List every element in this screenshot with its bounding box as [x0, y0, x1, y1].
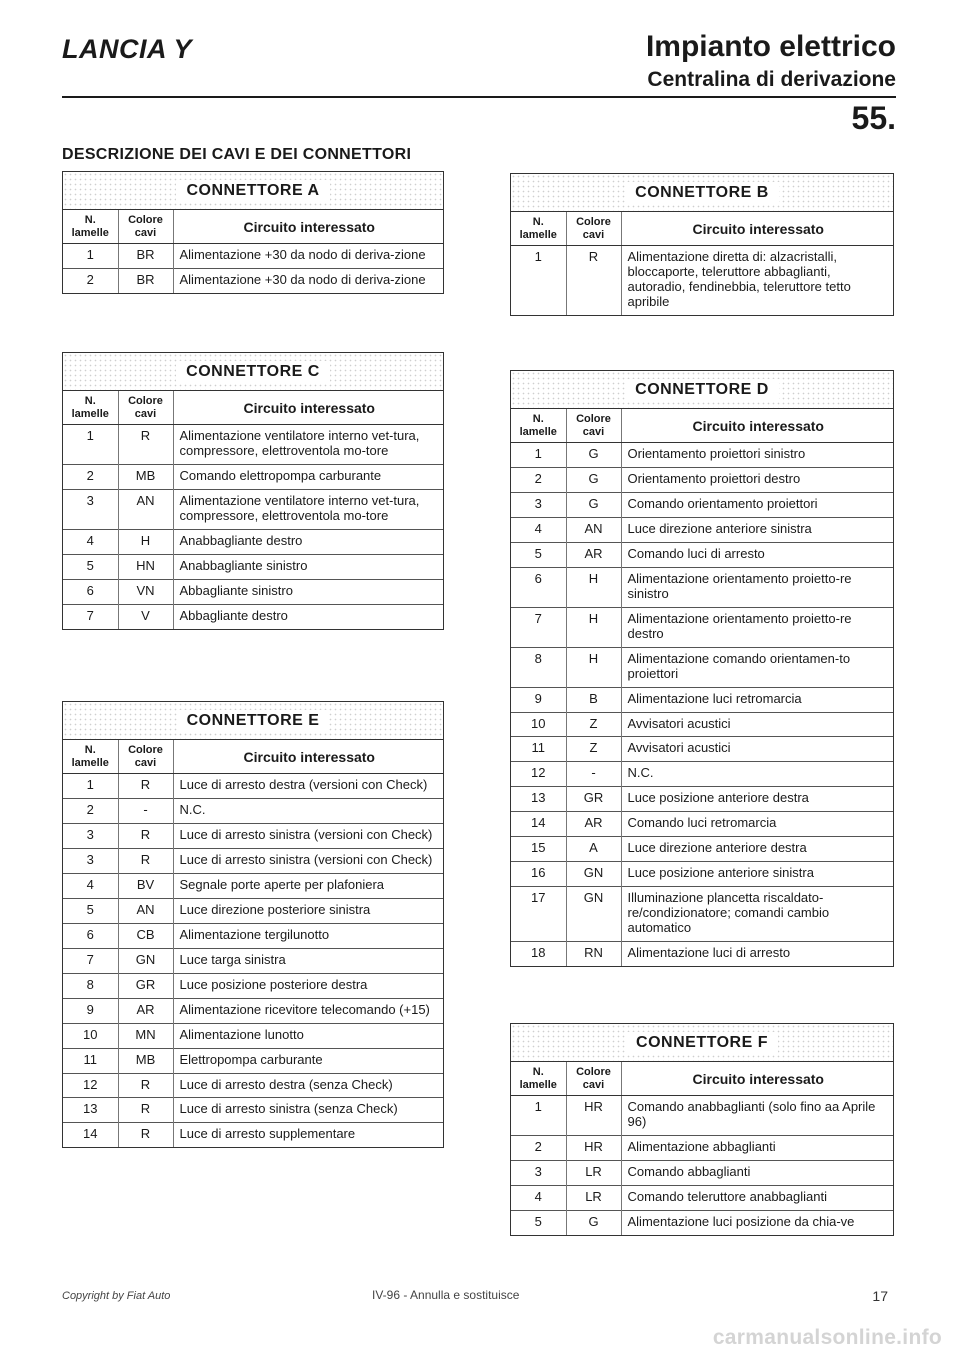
table-row — [63, 529, 443, 554]
table-row — [63, 824, 443, 849]
lamella-number: 2 — [63, 465, 118, 490]
lamella-number: 4 — [511, 518, 566, 543]
circuit-description: Alimentazione +30 da nodo di deriva-zione — [173, 269, 443, 293]
wiring-table — [63, 391, 443, 629]
lamella-number: 5 — [63, 554, 118, 579]
table-row — [511, 1186, 893, 1211]
wire-color: R — [118, 774, 173, 799]
lamella-number: 9 — [63, 998, 118, 1023]
table-header-row — [511, 409, 893, 443]
table-row — [63, 774, 443, 799]
circuit-description: Alimentazione lunotto — [173, 1023, 443, 1048]
wire-color: R — [118, 824, 173, 849]
circuit-description: Luce di arresto sinistra (senza Check) — [173, 1098, 443, 1123]
circuit-description: Alimentazione abbaglianti — [621, 1136, 893, 1161]
wire-color: G — [566, 468, 621, 493]
page-subtitle: Centralina di derivazione — [647, 68, 896, 91]
circuit-description: Alimentazione ventilatore interno vet-tura, compressore, elettroventola mo-tore — [179, 428, 420, 459]
table-row — [511, 1210, 893, 1234]
wire-color: VN — [118, 579, 173, 604]
lamella-number: 14 — [63, 1123, 118, 1147]
circuit-description: Abbagliante sinistro — [173, 579, 443, 604]
page-title: Impianto elettrico — [645, 30, 896, 63]
lamella-number: 3 — [63, 849, 118, 874]
wiring-table — [63, 210, 443, 293]
table-row — [511, 837, 893, 862]
col-circuito: Circuito interessato — [173, 391, 443, 425]
wire-color: AN — [118, 490, 173, 530]
wire-color: R — [118, 849, 173, 874]
circuit-description: Alimentazione +30 da nodo di deriva-zione — [179, 247, 426, 263]
wire-color: G — [566, 493, 621, 518]
copyright: Copyright by Fiat Auto — [62, 1290, 171, 1302]
wiring-table — [511, 212, 893, 315]
col-circuito: Circuito interessato — [173, 740, 443, 774]
circuit-description: Luce direzione posteriore sinistra — [173, 898, 443, 923]
wire-color: R — [566, 246, 621, 315]
lamella-number: 8 — [511, 647, 566, 687]
connector-d-table — [510, 370, 894, 967]
connector-title: CONNETTORE A — [176, 180, 329, 202]
table-row — [511, 787, 893, 812]
table-row — [511, 887, 893, 942]
table-row — [511, 647, 893, 687]
wire-color: LR — [566, 1186, 621, 1211]
circuit-description: Avvisatori acustici — [621, 712, 893, 737]
table-row — [63, 425, 443, 465]
wiring-table — [63, 740, 443, 1147]
lamella-number: 5 — [511, 543, 566, 568]
watermark: carmanualsonline.info — [712, 1326, 942, 1349]
wire-color: GR — [118, 973, 173, 998]
circuit-description: Illuminazione plancetta riscaldato-re/condizionatore; comandi cambio automatico — [621, 887, 893, 942]
connector-header — [63, 353, 443, 391]
circuit-description: Segnale porte aperte per plafoniera — [173, 874, 443, 899]
connector-title: CONNETTORE E — [177, 710, 330, 732]
lamella-number: 3 — [511, 1161, 566, 1186]
circuit-description: Alimentazione orientamento proietto-re destro — [621, 607, 893, 647]
lamella-number: 9 — [511, 687, 566, 712]
col-lamelle: N. lamelle — [63, 391, 118, 425]
circuit-description: Comando luci di arresto — [621, 543, 893, 568]
section-heading: DESCRIZIONE DEI CAVI E DEI CONNETTORI — [62, 146, 412, 163]
connector-header — [511, 1024, 893, 1062]
table-row — [63, 1023, 443, 1048]
wire-color: G — [566, 1210, 621, 1234]
edition-note: IV-96 - Annulla e sostituisce — [372, 1288, 520, 1302]
section-number: 55. — [851, 100, 896, 136]
connector-header — [63, 702, 443, 740]
lamella-number: 11 — [63, 1048, 118, 1073]
connector-f-table — [510, 1023, 894, 1236]
wire-color: R — [118, 425, 173, 465]
wiring-table — [511, 409, 893, 966]
table-row — [511, 737, 893, 762]
col-lamelle: N. lamelle — [63, 210, 118, 244]
circuit-description: Luce posizione posteriore destra — [173, 973, 443, 998]
connector-title: CONNETTORE B — [625, 182, 779, 204]
circuit-description: Alimentazione tergilunotto — [173, 923, 443, 948]
lamella-number: 6 — [63, 923, 118, 948]
lamella-number: 12 — [511, 762, 566, 787]
lamella-number: 7 — [63, 604, 118, 628]
header-divider — [62, 96, 896, 98]
lamella-number: 3 — [511, 493, 566, 518]
col-circuito: Circuito interessato — [621, 212, 893, 246]
circuit-description: Comando elettropompa carburante — [173, 465, 443, 490]
circuit-description: Abbagliante destro — [173, 604, 443, 628]
table-row — [511, 246, 893, 315]
circuit-description: N.C. — [173, 799, 443, 824]
lamella-number: 11 — [511, 737, 566, 762]
lamella-number: 2 — [511, 1136, 566, 1161]
table-row — [511, 443, 893, 468]
wire-color: H — [566, 607, 621, 647]
lamella-number: 7 — [63, 948, 118, 973]
wire-color: HR — [566, 1096, 621, 1136]
wire-color: A — [566, 837, 621, 862]
table-row — [63, 579, 443, 604]
wire-color: MN — [118, 1023, 173, 1048]
wire-color: AN — [566, 518, 621, 543]
wire-color: BR — [118, 244, 173, 269]
wire-color: R — [118, 1098, 173, 1123]
table-row — [511, 567, 893, 607]
table-row — [511, 543, 893, 568]
wire-color: MB — [118, 465, 173, 490]
col-colore: Colore cavi — [566, 409, 621, 443]
circuit-description: Comando luci retromarcia — [621, 812, 893, 837]
table-row — [511, 812, 893, 837]
table-row — [511, 1161, 893, 1186]
lamella-number: 3 — [63, 824, 118, 849]
connector-title: CONNETTORE C — [176, 361, 330, 383]
wire-color: G — [566, 443, 621, 468]
col-colore: Colore cavi — [566, 212, 621, 246]
table-row — [63, 1048, 443, 1073]
col-circuito: Circuito interessato — [621, 1062, 893, 1096]
lamella-number: 14 — [511, 812, 566, 837]
circuit-description: Alimentazione ventilatore interno vet-tura, compressore, elettroventola mo-tore — [173, 490, 443, 530]
table-row — [511, 941, 893, 965]
lamella-number: 2 — [63, 269, 118, 293]
lamella-number: 4 — [63, 529, 118, 554]
wire-color: GN — [566, 887, 621, 942]
circuit-description: Luce di arresto destra (senza Check) — [173, 1073, 443, 1098]
wire-color: Z — [566, 737, 621, 762]
circuit-description: Orientamento proiettori destro — [621, 468, 893, 493]
wire-color: H — [566, 567, 621, 607]
lamella-number: 1 — [511, 443, 566, 468]
lamella-number: 18 — [511, 941, 566, 965]
col-lamelle: N. lamelle — [511, 1062, 566, 1096]
table-header-row — [511, 1062, 893, 1096]
lamella-number: 10 — [63, 1023, 118, 1048]
table-row — [511, 468, 893, 493]
wire-color: - — [566, 762, 621, 787]
col-lamelle: N. lamelle — [63, 740, 118, 774]
circuit-description: Comando abbaglianti — [621, 1161, 893, 1186]
connector-c-table — [62, 352, 444, 630]
table-row — [511, 762, 893, 787]
table-row — [63, 973, 443, 998]
table-row — [63, 923, 443, 948]
col-colore: Colore cavi — [118, 391, 173, 425]
circuit-description: Luce posizione anteriore destra — [621, 787, 893, 812]
circuit-description: Anabbagliante destro — [173, 529, 443, 554]
table-row — [63, 554, 443, 579]
lamella-number: 13 — [511, 787, 566, 812]
connector-header — [511, 174, 893, 212]
table-header-row — [63, 391, 443, 425]
circuit-description: Alimentazione orientamento proietto-re sinistro — [621, 567, 893, 607]
table-row — [63, 874, 443, 899]
lamella-number: 5 — [511, 1210, 566, 1234]
col-colore: Colore cavi — [118, 210, 173, 244]
brand-title: LANCIA Y — [62, 34, 193, 64]
circuit-description: Orientamento proiettori sinistro — [627, 446, 806, 462]
circuit-description: Luce di arresto sinistra (versioni con Check) — [173, 824, 443, 849]
table-row — [63, 799, 443, 824]
table-row — [63, 1123, 443, 1147]
wire-color: GN — [118, 948, 173, 973]
table-row — [63, 849, 443, 874]
wire-color: MB — [118, 1048, 173, 1073]
circuit-description: Avvisatori acustici — [621, 737, 893, 762]
wire-color: H — [566, 647, 621, 687]
circuit-description: Luce targa sinistra — [173, 948, 443, 973]
circuit-description: Elettropompa carburante — [173, 1048, 443, 1073]
table-header-row — [63, 210, 443, 244]
table-row — [63, 269, 443, 293]
table-row — [63, 998, 443, 1023]
table-header-row — [511, 212, 893, 246]
circuit-description: N.C. — [621, 762, 893, 787]
circuit-description: Alimentazione luci posizione da chia-ve — [621, 1210, 893, 1234]
lamella-number: 6 — [511, 567, 566, 607]
wiring-table — [511, 1062, 893, 1235]
wire-color: R — [118, 1123, 173, 1147]
connector-header — [511, 371, 893, 409]
lamella-number: 5 — [63, 898, 118, 923]
lamella-number: 17 — [511, 887, 566, 942]
lamella-number: 1 — [63, 244, 118, 269]
col-lamelle: N. lamelle — [511, 212, 566, 246]
lamella-number: 1 — [511, 246, 566, 315]
circuit-description: Luce di arresto supplementare — [173, 1123, 443, 1147]
lamella-number: 16 — [511, 862, 566, 887]
wire-color: LR — [566, 1161, 621, 1186]
lamella-number: 12 — [63, 1073, 118, 1098]
table-row — [63, 604, 443, 628]
circuit-description: Luce posizione anteriore sinistra — [621, 862, 893, 887]
lamella-number: 1 — [63, 774, 118, 799]
table-row — [511, 493, 893, 518]
wire-color: AR — [118, 998, 173, 1023]
lamella-number: 4 — [511, 1186, 566, 1211]
circuit-description: Comando anabbaglianti (solo fino aa Aprile 96) — [627, 1099, 876, 1130]
circuit-description: Comando teleruttore anabbaglianti — [621, 1186, 893, 1211]
lamella-number: 6 — [63, 579, 118, 604]
circuit-description: Luce direzione anteriore destra — [621, 837, 893, 862]
wire-color: B — [566, 687, 621, 712]
lamella-number: 2 — [511, 468, 566, 493]
wire-color: V — [118, 604, 173, 628]
wire-color: - — [118, 799, 173, 824]
wire-color: GN — [566, 862, 621, 887]
wire-color: HR — [566, 1136, 621, 1161]
wire-color: HN — [118, 554, 173, 579]
table-row — [63, 490, 443, 530]
circuit-description: Luce di arresto destra (versioni con Check) — [179, 777, 428, 793]
wire-color: AR — [566, 812, 621, 837]
connector-a-table — [62, 171, 444, 294]
wire-color: RN — [566, 941, 621, 965]
lamella-number: 10 — [511, 712, 566, 737]
table-row — [63, 898, 443, 923]
wire-color: BV — [118, 874, 173, 899]
lamella-number: 7 — [511, 607, 566, 647]
col-colore: Colore cavi — [118, 740, 173, 774]
connector-b-table — [510, 173, 894, 316]
circuit-description: Anabbagliante sinistro — [173, 554, 443, 579]
circuit-description: Luce di arresto sinistra (versioni con Check) — [173, 849, 443, 874]
table-row — [63, 244, 443, 269]
lamella-number: 13 — [63, 1098, 118, 1123]
lamella-number: 4 — [63, 874, 118, 899]
table-row — [511, 607, 893, 647]
circuit-description: Comando orientamento proiettori — [621, 493, 893, 518]
table-row — [511, 518, 893, 543]
connector-title: CONNETTORE F — [626, 1032, 778, 1054]
lamella-number: 1 — [511, 1096, 566, 1136]
circuit-description: Alimentazione comando orientamen-to proiettori — [621, 647, 893, 687]
wire-color: AN — [118, 898, 173, 923]
page-number: 17 — [872, 1288, 888, 1304]
circuit-description: Alimentazione luci retromarcia — [621, 687, 893, 712]
lamella-number: 2 — [63, 799, 118, 824]
lamella-number: 3 — [63, 490, 118, 530]
col-circuito: Circuito interessato — [621, 409, 893, 443]
circuit-description: Luce direzione anteriore sinistra — [621, 518, 893, 543]
wire-color: GR — [566, 787, 621, 812]
table-row — [511, 1096, 893, 1136]
circuit-description: Alimentazione ricevitore telecomando (+15) — [173, 998, 443, 1023]
wire-color: BR — [118, 269, 173, 293]
wire-color: AR — [566, 543, 621, 568]
table-row — [511, 1136, 893, 1161]
connector-e-table — [62, 701, 444, 1148]
table-row — [511, 712, 893, 737]
table-row — [511, 687, 893, 712]
table-row — [511, 862, 893, 887]
wire-color: R — [118, 1073, 173, 1098]
wire-color: Z — [566, 712, 621, 737]
table-row — [63, 1073, 443, 1098]
connector-title: CONNETTORE D — [625, 379, 779, 401]
lamella-number: 8 — [63, 973, 118, 998]
wire-color: H — [118, 529, 173, 554]
col-lamelle: N. lamelle — [511, 409, 566, 443]
col-colore: Colore cavi — [566, 1062, 621, 1096]
connector-header — [63, 172, 443, 210]
col-circuito: Circuito interessato — [173, 210, 443, 244]
circuit-description: Alimentazione diretta di: alzacristalli, bloccaporte, teleruttore abbaglianti, autoradio, fendinebbia, teleruttore tetto apribile — [627, 249, 851, 310]
table-row — [63, 948, 443, 973]
table-row — [63, 1098, 443, 1123]
lamella-number: 1 — [63, 425, 118, 465]
lamella-number: 15 — [511, 837, 566, 862]
table-header-row — [63, 740, 443, 774]
table-row — [63, 465, 443, 490]
wire-color: CB — [118, 923, 173, 948]
circuit-description: Alimentazione luci di arresto — [621, 941, 893, 965]
